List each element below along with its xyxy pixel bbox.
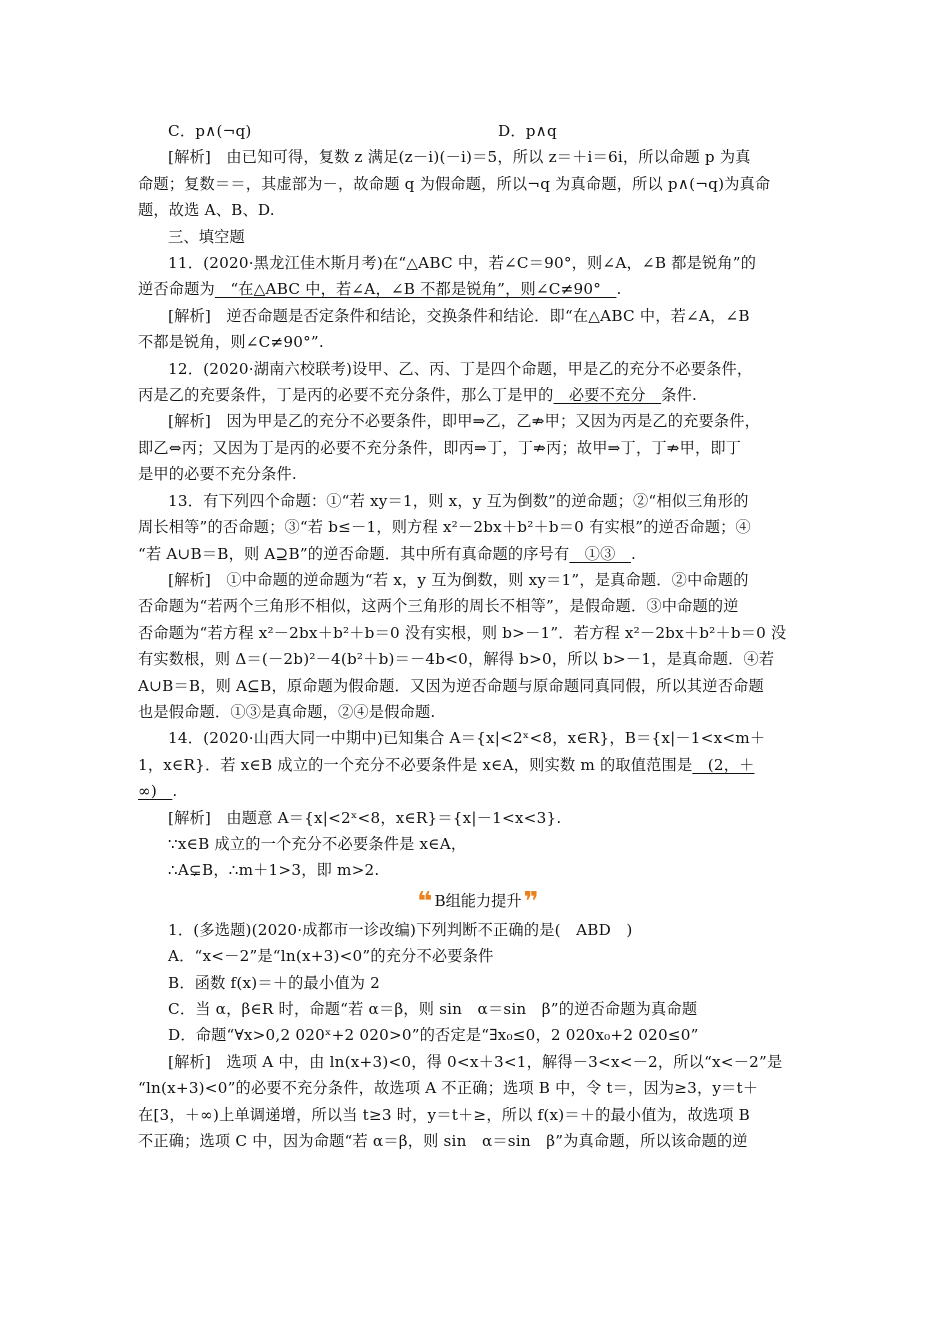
text-line	[138, 725, 818, 751]
text-line	[138, 514, 818, 540]
text-line	[138, 250, 818, 276]
answer-blank: ∞)	[138, 782, 173, 801]
text-line	[138, 1128, 818, 1154]
text-line	[138, 917, 818, 943]
line-text: 即乙⇔丙；又因为丁是丙的必要不充分条件，即丙⇒丁，丁⇏丙；故甲⇒丁，丁⇏甲，即丁	[138, 438, 742, 457]
line-text: “若 A∪B＝B，则 A⊇B”的逆否命题．其中所有真命题的序号有	[138, 544, 570, 563]
text-line	[138, 276, 818, 302]
line-tail: .	[616, 280, 622, 299]
line-text: 也是假命题．①③是真命题，②④是假命题.	[138, 702, 436, 721]
line-text: [解析] 由题意 A＝{x|<2ˣ<8，x∈R}＝{x|－1<x<3}.	[168, 808, 562, 827]
line-text: 11．(2020·黑龙江佳木斯月考)在“△ABC 中，若∠C＝90°，则∠A，∠B 都是锐角”的	[168, 254, 757, 273]
text-line	[138, 488, 818, 514]
left-quote-icon: ❝	[417, 886, 433, 917]
text-line	[138, 329, 818, 355]
text-line	[138, 1022, 818, 1048]
text-line	[138, 970, 818, 996]
option-c: C．p∧(¬q)	[168, 122, 252, 140]
answer-blank: “在△ABC 中，若∠A，∠B 不都是锐角”，则∠C≠90°	[214, 280, 617, 299]
line-text: 不都是锐角，则∠C≠90°”.	[138, 333, 324, 352]
line-text: 逆否命题为	[138, 280, 215, 299]
line-tail: 条件.	[661, 386, 697, 405]
line-text: 13．有下列四个命题：①“若 xy＝1，则 x，y 互为倒数”的逆命题；②“相似三角形的	[168, 491, 749, 510]
text-line	[138, 197, 818, 223]
text-line	[138, 857, 818, 883]
document-page	[138, 118, 818, 1154]
text-line	[138, 1102, 818, 1128]
text-line	[138, 752, 818, 778]
line-text: 是甲的必要不充分条件.	[138, 465, 297, 484]
line-text: 1．(多选题)(2020·成都市一诊改编)下列判断不正确的是( ABD )	[168, 920, 633, 939]
section-banner	[138, 886, 818, 917]
text-line	[138, 620, 818, 646]
text-line	[138, 831, 818, 857]
line-text: “ln(x+3)<0”的必要不充分条件，故选项 A 不正确；选项 B 中，令 t＝，因为≥3，y＝t＋	[138, 1079, 759, 1098]
section-fill-in-blanks	[138, 144, 818, 883]
line-text: 命题；复数＝＝，其虚部为－，故命题 q 为假命题，所以¬q 为真命题，所以 p∧(¬q)为真命	[138, 174, 771, 193]
text-line	[138, 224, 818, 250]
line-text: 12．(2020·湖南六校联考)设甲、乙、丙、丁是四个命题，甲是乙的充分不必要条件，	[168, 359, 753, 378]
text-line	[138, 408, 818, 434]
line-text: 题，故选 A、B、D.	[138, 201, 275, 220]
text-line	[138, 567, 818, 593]
options-row	[138, 118, 818, 144]
text-line	[138, 1075, 818, 1101]
line-text: A．“x<－2”是“ln(x+3)<0”的充分不必要条件	[168, 947, 494, 966]
answer-blank: (2，＋	[692, 755, 755, 774]
line-text: 否命题为“若方程 x²－2bx＋b²＋b＝0 没有实根，则 b>－1”．若方程 x²－2bx＋b²＋b＝0 没	[138, 623, 787, 642]
line-text: 在[3，＋∞)上单调递增，所以当 t≥3 时，y＝t＋≥，所以 f(x)＝＋的最小值为，故选项 B	[138, 1105, 750, 1124]
text-line	[138, 541, 818, 567]
line-tail: .	[172, 782, 178, 801]
line-text: [解析] 因为甲是乙的充分不必要条件，即甲⇒乙，乙⇏甲；又因为丙是乙的充要条件，	[168, 412, 761, 431]
line-text: 周长相等”的否命题；③“若 b≤－1，则方程 x²－2bx＋b²＋b＝0 有实根”的逆否命题；④	[138, 518, 751, 537]
line-text: 有实数根，则 Δ＝(－2b)²－4(b²＋b)＝－4b<0，解得 b>0，所以 b>－1，是真命题．④若	[138, 650, 775, 669]
text-line	[138, 144, 818, 170]
text-line	[138, 646, 818, 672]
text-line	[138, 673, 818, 699]
text-line	[138, 461, 818, 487]
line-text: 14．(2020·山西大同一中期中)已知集合 A＝{x|<2ˣ<8，x∈R}，B＝{x|－1<x<m＋	[168, 729, 766, 748]
line-text: 三、填空题	[168, 227, 245, 246]
line-text: ∵x∈B 成立的一个充分不必要条件是 x∈A，	[168, 834, 467, 853]
text-line	[138, 699, 818, 725]
text-line	[138, 356, 818, 382]
right-quote-icon: ❞	[523, 886, 539, 917]
answer-blank: ①③	[569, 544, 631, 563]
line-text: D．命题“∀x>0,2 020ˣ+2 020>0”的否定是“∃x₀≤0，2 020x₀+2 020≤0”	[168, 1026, 699, 1045]
line-text: 否命题为“若两个三角形不相似，这两个三角形的周长不相等”，是假命题．③中命题的逆	[138, 597, 739, 616]
line-text: [解析] ①中命题的逆命题为“若 x，y 互为倒数，则 xy＝1”，是真命题．②中命题的	[168, 570, 749, 589]
text-line	[138, 805, 818, 831]
line-text: C．当 α，β∈R 时，命题“若 α＝β，则 sin α＝sin β”的逆否命题为真命题	[168, 1000, 698, 1018]
answer-blank: 必要不充分	[553, 386, 662, 405]
line-text: [解析] 逆否命题是否定条件和结论，交换条件和结论．即“在△ABC 中，若∠A，∠B	[168, 306, 750, 325]
line-text: 不正确；选项 C 中，因为命题“若 α＝β，则 sin α＝sin β”为真命题，所以该命题的逆	[138, 1132, 748, 1151]
text-line	[138, 593, 818, 619]
banner-title: B组能力提升	[434, 891, 522, 910]
line-tail: .	[630, 544, 636, 563]
text-line	[138, 778, 818, 804]
line-text: [解析] 选项 A 中，由 ln(x+3)<0，得 0<x＋3<1，解得－3<x<－2，所以“x<－2”是	[168, 1052, 783, 1071]
option-d: D．p∧q	[498, 122, 557, 140]
text-line	[138, 943, 818, 969]
text-line	[138, 435, 818, 461]
text-line	[138, 996, 818, 1022]
text-line	[138, 1049, 818, 1075]
line-text: [解析] 由已知可得，复数 z 满足(z－i)(－i)＝5，所以 z＝＋i＝6i，所以命题 p 为真	[168, 148, 751, 167]
line-text: A∪B＝B，则 A⊆B，原命题为假命题．又因为逆否命题与原命题同真同假，所以其逆否命题	[138, 676, 764, 695]
text-line	[138, 171, 818, 197]
line-text: 1，x∈R}．若 x∈B 成立的一个充分不必要条件是 x∈A，则实数 m 的取值范围是	[138, 755, 693, 774]
line-text: B．函数 f(x)＝＋的最小值为 2	[168, 973, 380, 992]
section-b-group	[138, 917, 818, 1155]
line-text: 丙是乙的充要条件，丁是丙的必要不充分条件，那么丁是甲的	[138, 386, 554, 405]
text-line	[138, 303, 818, 329]
text-line	[138, 382, 818, 408]
line-text: ∴A⊊B，∴m＋1>3，即 m>2.	[168, 861, 380, 880]
